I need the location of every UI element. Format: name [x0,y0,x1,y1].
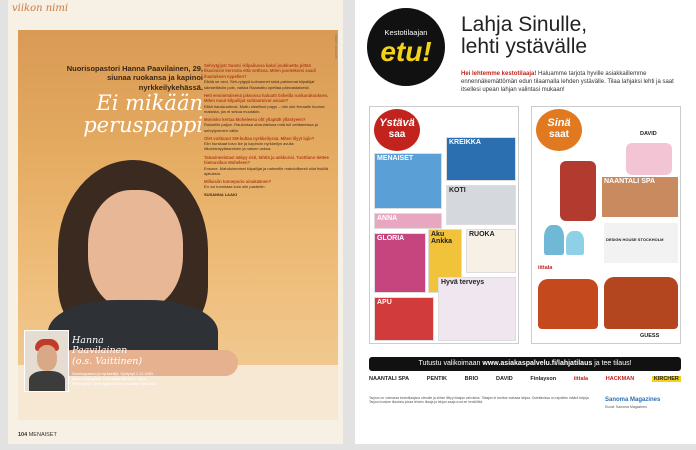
magazine-title: KREIKKA [449,139,481,146]
friend-gets-tag-line-2: saa [388,129,406,140]
caption-name-line-3: (o.s. Vaittinen) [72,355,143,367]
glass-shape [566,231,584,255]
photo-credit: TEKSTI JA KUVAT [334,34,338,60]
you-get-tag-line-1: Sinä [547,117,571,129]
article-title [68,92,203,136]
you-get-tag-line-2: saat [548,129,569,140]
magazine-title: ANNA [377,215,398,222]
product-design-house [604,223,678,263]
page-number: 104 [18,432,28,438]
caption-text: Nuorisopastori ja nyrkkeilijä. Syntynyt 1.12.1983. Asuu Helsingissä. Harrastaa rinkotuin. Asuu Helsingissä. Sehrytgiyä Suomi torstaisin Nelosella. [72,372,158,387]
order-cta[interactable] [369,357,681,371]
fine-print: Tarjous on voimassa kestotilaajana olevalle ja siihen liittyy tilaajan vahvistus. Tilaajan ei tarvitse maksaa lahjaa. Ostettavissa on rajoitettu määrä lahjoja. Tarjous koskee tilauksia joissa lehden tilaaja ja lahjan saaja ovat eri henkilöitä. [369,396,590,405]
magazine-title: RUOKA [469,231,495,238]
magazine-title: MENAISET [377,155,414,162]
question-2: Heti ensimmäisenä jaksossa haluatti tiskeilla ruokarukouksen. Miten muut kilpailijat suhtautuivat asiaan? [204,92,329,104]
article-title-line-1: Ei mikään [96,91,203,115]
question-3: Monisko kertaa Moheleesa olit yllaptäh yllästyeen? [204,117,306,123]
magazine-cover [374,153,442,209]
interview-column [204,60,330,197]
publisher-block [605,397,689,409]
question-4: Olet voittanut SM-kultaa nyrkkeilyssä. Miten lilyyt lajin? [204,135,315,141]
answer-5: Ensone. Mahdoimmiset kilpailijat ja nahneille mahdollisesti ollut tiskillä ajatuksia. [204,165,329,176]
product-brand: GUESS [640,333,660,339]
caption-name-line-1: Hanna [72,335,104,346]
cta-url-link[interactable]: www.asiakaspalvelu.fi/lahjatilaus [482,360,593,367]
brand-logo: KIRCHER [653,376,679,382]
publisher-credit: Kuvat: Sanoma Magazines [605,405,647,409]
article-title-line-2: peruspappi [83,113,203,138]
product-glassware [538,223,590,263]
product-brand: iittala [538,265,553,271]
answer-4: Elin hurskaat toivo ike ja kapinoin nyrkkeilyn avulla liikuntamyyttaaminen ja naisen uskoa. [204,141,294,152]
caption-name-line-2: Paavilainen [72,345,128,357]
author-signature: SUSANNA LAAKI [204,191,237,197]
brand-logo: PENTIK [426,376,447,382]
question-1: Sehrytgiyä! Suomi -kilpailussa kaksi joukkuetta pittää likasinisin kerrosta että vottissa. Miten juontekoisi saadi ihastuksen nypellen? [204,63,316,79]
portrait-photo [24,330,69,392]
folio [18,432,57,438]
product-handbag [538,279,598,329]
magazine-cover [374,213,442,229]
brand-logo: Finlayson [530,376,557,382]
answer-6: En voi tunnistaa kuin olin pasteriin. [204,184,266,190]
friend-gets-tag [374,109,420,151]
product-handbag [604,277,678,329]
ad-headline-line-1: Lahja Sinulle, [461,13,588,36]
portrait-body [29,371,65,392]
product-spa [602,177,678,217]
product-bag [620,129,676,179]
brand-logos [369,376,681,382]
question-5: Tatuoinneistasi näkyy risti, tähtiä ja ankkurisi. Tuottiuno tiettee hiemusikus Moheleen? [204,154,329,166]
article-intro: Nuorisopastori Hanna Paavilainen, 29, siunaa ruokansa ja kapinoi nyrkkeilykehässä. [66,64,203,92]
ad-lead-text: Haluamme tarjota hyville asiakkaillemme ennennäkemättömän edun tilaamalla lehden ystävälle. Tilaa lahjaksi lehti ja saat itsellesi upean lahjan valintasi mukaan! [461,71,674,94]
question-6: Millaisiin tunnepurio ainakäänen? [204,178,272,184]
friend-gets-panel [369,106,519,344]
magazine-cover [374,297,434,341]
magazine-title: Aku Ankka [431,231,453,245]
brand-logo: HACKMAN [605,376,635,382]
product-brand: DESIGN HOUSE STOCKHOLM [606,237,664,242]
magazine-cover [466,229,516,273]
magazine-title: APU [377,299,392,306]
ad-page [355,0,696,444]
brand-logo: iittala [573,376,589,382]
magazine-cover [374,233,426,293]
ad-headline-line-2: lehti ystävälle [461,35,588,59]
cta-prefix: Tutustu valikoimaan [418,360,481,367]
kestotilaaja-badge [367,8,445,86]
answer-2: Elikä hauskuutensi. Muttu oleellisut pappi – niin olut ferraalle huorea maisista, jos ei sekua muutakin. [204,103,325,114]
article-page [8,0,343,444]
magazine-title: GLORIA [377,235,405,242]
section-header: viikon nimi [12,3,69,14]
brand-logo: NAANTALI SPA [369,376,410,382]
product-kettle [560,161,596,221]
photo-face [88,190,183,310]
ad-lead [461,70,691,94]
product-brand-iittala [538,265,598,271]
glass-shape [544,225,564,255]
magazine-cover [446,137,516,181]
brand-logo: DAVID [496,376,513,382]
product-brand: DAVID [640,131,657,137]
publisher-logo: Sanoma Magazines [605,397,661,403]
badge-word: etu! [380,36,432,67]
magazine-name: MENAISET [28,432,57,438]
magazine-cover [438,277,516,341]
friend-gets-tag-line-1: Ystävä [379,117,415,129]
magazine-title: Hyvä terveys [441,279,485,286]
answer-1: Elkää se oevi. Seh-rytgiyä kolmannet sekä pahimmat kilpailijat säestettäviin pois, vaikka Raamattu opettaa päinvastaisesti. [204,79,315,90]
you-get-tag [536,109,582,151]
product-brand: NAANTALI SPA [604,178,656,185]
cta-suffix: ja tee tilaus! [594,360,632,367]
ad-headline [461,14,691,58]
badge-top-text: Kestotilaajan [384,28,428,37]
magazine-title: KOTI [449,187,466,194]
portrait-head [37,345,57,371]
you-get-panel [531,106,681,344]
magazine-cover [446,185,516,225]
bag-shape [626,143,672,175]
caption-name [72,336,162,367]
ad-lead-bold: Hei lehtemme kestotilaaja! [461,71,537,77]
answer-3: Ruksellin paljon. Raukoissa olosuhteissa mitä tuli vetttaneissa ja sehrytymmen väliin. [204,122,318,133]
brand-logo: BRIO [464,376,479,382]
